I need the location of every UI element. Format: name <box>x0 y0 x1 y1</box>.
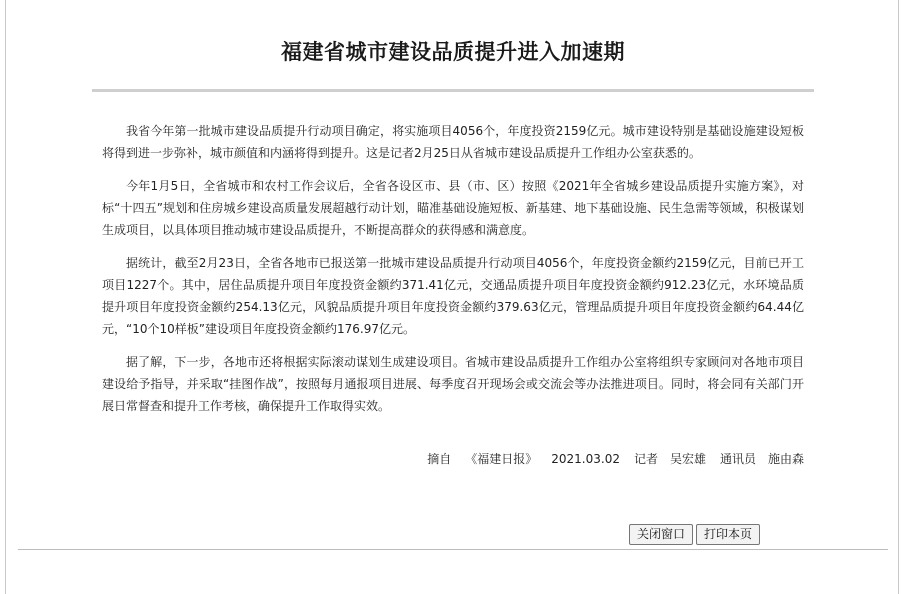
article-body <box>102 120 804 428</box>
window-border-right <box>898 0 899 594</box>
title-divider <box>92 89 814 92</box>
close-window-button[interactable]: 关闭窗口 <box>629 524 693 545</box>
source-paper: 《福建日报》 <box>465 452 538 466</box>
article-paragraph: 我省今年第一批城市建设品质提升行动项目确定，将实施项目4056个，年度投资2159亿元。城市建设特别是基础设施建设短板将得到进一步弥补，城市颜值和内涵将得到提升。这是记者2月25日从省城市建设品质提升工作组办公室获悉的。 <box>102 124 804 160</box>
page-title: 福建省城市建设品质提升进入加速期 <box>281 40 625 64</box>
article-paragraph: 今年1月5日，全省城市和农村工作会议后，全省各设区市、县（市、区）按照《2021年全省城乡建设品质提升实施方案》，对标“十四五”规划和住房城乡建设高质量发展超越行动计划，瞄准基础设施短板、新基建、地下基础设施、民生急需等领域，积极谋划生成项目，以具体项目推动城市建设品质提升，不断提高群众的获得感和满意度。 <box>102 179 804 237</box>
source-correspondent: 通讯员 施由森 <box>719 452 804 466</box>
action-buttons <box>629 523 763 545</box>
source-reporter: 记者 吴宏雄 <box>633 452 706 466</box>
source-label: 摘自 <box>427 452 452 466</box>
window-border-left <box>5 0 6 594</box>
print-page-button[interactable]: 打印本页 <box>696 524 760 545</box>
footer-divider <box>18 549 888 550</box>
article-paragraph: 据统计，截至2月23日，全省各地市已报送第一批城市建设品质提升行动项目4056个，年度投资金额约2159亿元，目前已开工项目1227个。其中，居住品质提升项目年度投资金额约371.41亿元，交通品质提升项目年度投资金额约912.23亿元，水环境品质提升项目年度投资金额约254.13亿元，风貌品质提升项目年度投资金额约379.63亿元，管理品质提升项目年度投资金额约64.44亿元，“10个10样板”建设项目年度投资金额约176.97亿元。 <box>102 256 804 336</box>
article-source-line <box>427 449 804 469</box>
article-paragraph: 据了解，下一步，各地市还将根据实际滚动谋划生成建设项目。省城市建设品质提升工作组办公室将组织专家顾问对各地市项目建设给予指导，并采取“挂图作战”，按照每月通报项目进展、每季度召开现场会或交流会等办法推进项目。同时，将会同有关部门开展日常督查和提升工作考核，确保提升工作取得实效。 <box>102 355 804 413</box>
source-date: 2021.03.02 <box>551 452 620 466</box>
